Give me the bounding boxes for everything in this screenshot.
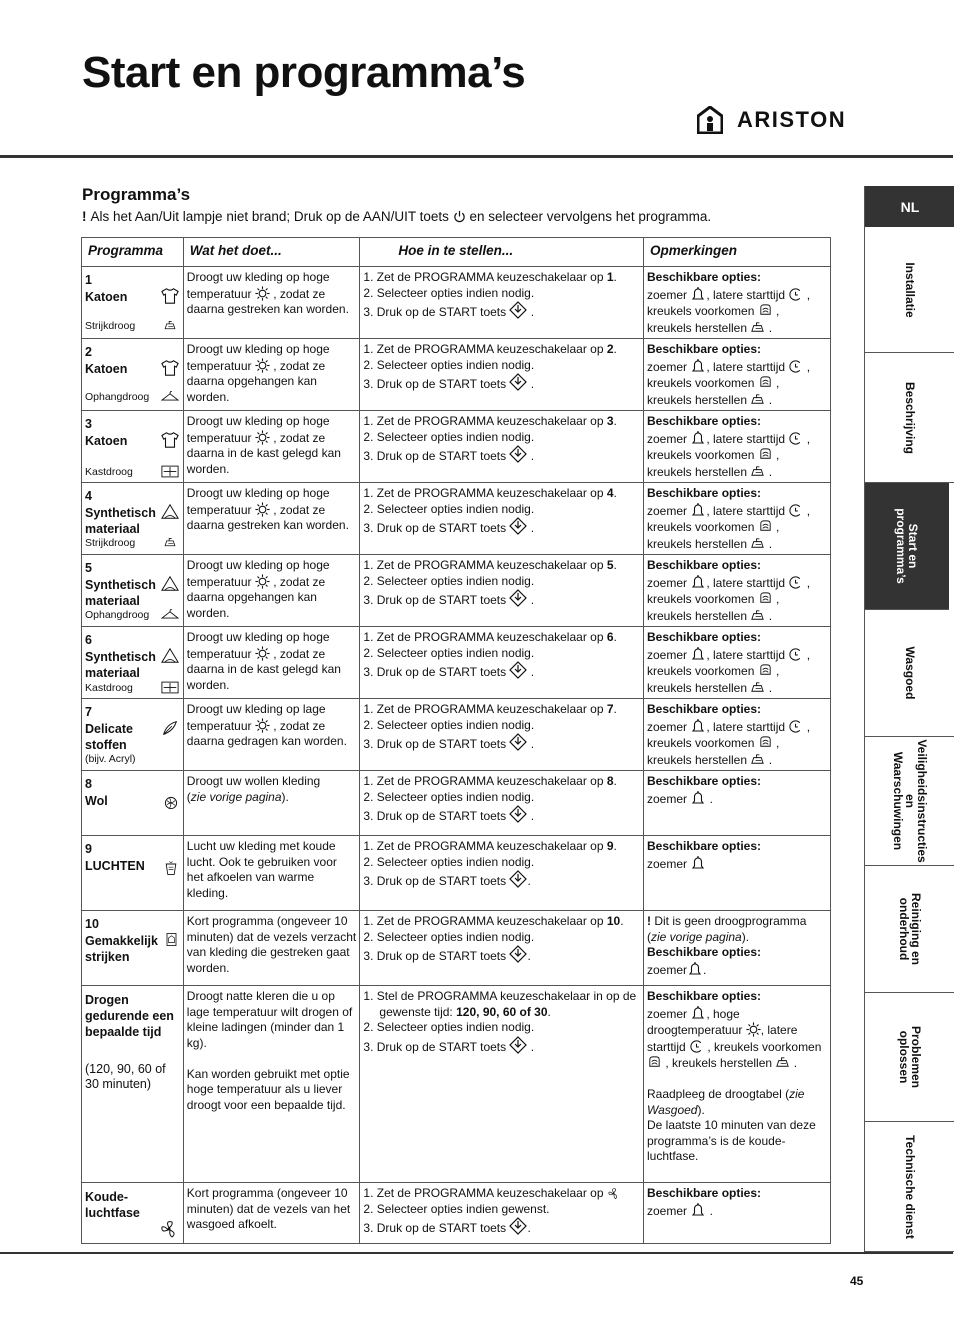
program-number: 2: [85, 345, 92, 359]
clock-icon: [689, 1039, 704, 1054]
program-name: LUCHTEN: [85, 858, 145, 873]
sidebar-tab-5[interactable]: [865, 866, 954, 993]
note-text: Dit is geen droogprogramma: [654, 914, 807, 928]
program-subtitle: (bijv. Acryl): [85, 752, 136, 765]
options-heading: Beschikbare opties:: [646, 342, 762, 356]
program-subtitle: (120, 90, 60 of 30 minuten): [85, 1062, 166, 1091]
start-icon: [509, 301, 527, 319]
step-3: 3. Druk op de START toets: [363, 949, 507, 963]
note-mark: !: [646, 914, 651, 928]
notice-text-1: Als het Aan/Uit lampje niet brand; Druk op de AAN/UIT toets: [90, 209, 449, 224]
option-zoemer: zoemer: [646, 647, 687, 662]
options-heading: Beschikbare opties:: [646, 414, 762, 428]
option-latere-starttijd: , latere starttijd: [706, 503, 786, 518]
step-program-number: 3: [606, 414, 614, 428]
sun-icon: [255, 646, 270, 661]
step-3: 3. Druk op de START toets: [363, 1221, 507, 1235]
sun-icon: [255, 502, 270, 517]
program-description-temp: temperatuur: [186, 430, 252, 445]
sidebar-tab-0[interactable]: [865, 227, 954, 353]
program-number: 3: [85, 417, 92, 431]
crease-prevent-icon: [758, 663, 773, 678]
sidebar-tab-3[interactable]: [865, 610, 954, 737]
section-title: Programma’s: [82, 185, 191, 204]
program-number: 6: [85, 633, 92, 647]
start-icon: [509, 870, 527, 888]
sidebar-tab-label: Installatie: [903, 261, 917, 318]
bell-icon: [690, 286, 706, 302]
step-2: 2. Selecteer opties indien nodig.: [363, 501, 535, 516]
options-heading: Beschikbare opties:: [646, 989, 762, 1003]
col-header-wat: Wat het doet...: [183, 238, 360, 267]
program-description: Droogt uw kleding op hoge: [186, 630, 330, 644]
step-3: 3. Druk op de START toets: [363, 377, 507, 391]
start-icon: [509, 373, 527, 391]
easy-iron-icon: [164, 932, 179, 947]
option-zoemer: zoemer: [646, 287, 687, 302]
options-heading: Beschikbare opties:: [646, 774, 762, 788]
air-icon: [163, 860, 179, 876]
option-kreukels-herstellen: kreukels herstellen: [646, 464, 748, 479]
program-name: Wol: [85, 793, 108, 808]
program-number: 9: [85, 842, 92, 856]
sidebar-tab-label: Start en programma’s: [894, 508, 920, 584]
bell-icon: [690, 574, 706, 590]
program-number: 1: [85, 273, 92, 287]
clock-icon: [788, 647, 803, 662]
clock-icon: [788, 359, 803, 374]
sidebar-tab-7[interactable]: [865, 1122, 954, 1252]
program-description: Droogt uw kleding op lage: [186, 702, 326, 716]
start-icon: [509, 661, 527, 679]
step-1: 1. Zet de PROGRAMMA keuzeschakelaar op: [363, 558, 604, 572]
option-kreukels-voorkomen: kreukels voorkomen: [646, 664, 755, 678]
bell-icon: [690, 790, 706, 806]
crease-prevent-icon: [758, 591, 773, 606]
synthetic-icon: [161, 503, 179, 521]
option-latere-starttijd: , latere starttijd: [706, 287, 786, 302]
table-row: 5 Synthetisch materiaal Ophangdroog Droogt uw kleding op hoge temperatuur , zodat ze daarna opgehangen kan worden. 1. Zet de PROGRAMMA keuzeschakelaar op 5. 2. Selecteer opties indien nodig. 3. Druk op de START toets . Beschikbare opties: zoemer , latere starttijd , kreukels voorkomen , kreukels herstellen .: [82, 555, 831, 627]
iron-dry-icon: [161, 536, 179, 549]
iron-icon: [750, 536, 765, 551]
program-description-2: , zodat ze: [273, 286, 326, 301]
sidebar-tab-label: Reiniging en onderhoud: [897, 893, 923, 965]
see-previous-page: zie vorige pagina: [650, 929, 742, 944]
program-description: Droogt natte kleren die u op lage temperatuur wilt drogen of kleine ladingen (minder dan 1 kg).: [186, 989, 353, 1050]
step-program-number: 9: [606, 839, 614, 853]
iron-icon: [750, 608, 765, 623]
option-latere-starttijd: , latere starttijd: [706, 359, 786, 374]
step-2: 2. Selecteer opties indien nodig.: [363, 1020, 535, 1034]
option-zoemer: zoemer: [646, 791, 687, 806]
table-row: 10 Gemakkelijk strijken Kort programma (ongeveer 10 minuten) dat de vezels verzacht van kleding die gestreken gaat worden. 1. Zet de PROGRAMMA keuzeschakelaar op 10. 2. Selecteer opties indien nodig. 3. Druk op de START toets . ! Dit is geen droogprogramma (zie vorige pagina). Beschikbare opties: zoemer .: [82, 911, 831, 986]
clock-icon: [788, 719, 803, 734]
step-3: 3. Druk op de START toets: [363, 1039, 507, 1054]
option-zoemer: zoemer: [646, 575, 687, 590]
iron-icon: [750, 680, 765, 695]
note-text-2: De laatste 10 minuten van deze programma’s is de koude-luchtfase.: [646, 1118, 816, 1163]
step-2: 2. Selecteer opties indien nodig.: [363, 285, 535, 300]
step-program-number: 10: [606, 914, 621, 928]
program-description-2: , zodat ze: [273, 430, 326, 445]
option-kreukels-herstellen: kreukels herstellen: [646, 320, 748, 335]
bell-icon: [690, 502, 706, 518]
option-latere-starttijd: , latere starttijd: [706, 647, 786, 662]
program-name: Gemakkelijk strijken: [85, 933, 158, 964]
program-description-2: , zodat ze: [273, 574, 326, 589]
iron-dry-icon: [161, 319, 179, 332]
header-divider: [0, 155, 953, 158]
step-1: 1. Zet de PROGRAMMA keuzeschakelaar op: [363, 702, 604, 716]
options-heading: Beschikbare opties:: [646, 702, 762, 716]
step-1: 1. Zet de PROGRAMMA keuzeschakelaar op: [363, 774, 604, 788]
option-kreukels-herstellen: kreukels herstellen: [646, 392, 748, 407]
step-1: 1. Zet de PROGRAMMA keuzeschakelaar op: [363, 1186, 604, 1200]
table-row: 4 Synthetisch materiaal Strijkdroog Droogt uw kleding op hoge temperatuur , zodat ze daarna gestreken kan worden. 1. Zet de PROGRAMMA keuzeschakelaar op 4. 2. Selecteer opties indien nodig. 3. Druk op de START toets . Beschikbare opties: zoemer , latere starttijd , kreukels voorkomen , kreukels herstellen .: [82, 483, 831, 555]
table-row: 1 Katoen Strijkdroog Droogt uw kleding op hoge temperatuur , zodat ze daarna gestreken kan worden. 1. Zet de PROGRAMMA keuzeschakelaar op 1. 2. Selecteer opties indien nodig. 3. Druk op de START toets . Beschikbare opties: zoemer , latere starttijd , kreukels voorkomen , kreukels herstellen .: [82, 267, 831, 339]
program-name: Katoen: [85, 289, 128, 304]
start-icon: [509, 945, 527, 963]
program-description: Kort programma (ongeveer 10 minuten) dat de vezels verzacht van kleding die gestreken gaat worden.: [183, 911, 360, 986]
option-zoemer: zoemer: [646, 962, 687, 977]
option-zoemer: zoemer: [646, 856, 687, 871]
program-description: Droogt uw wollen kleding: [186, 774, 321, 788]
step-1: 1. Zet de PROGRAMMA keuzeschakelaar op: [363, 630, 604, 644]
iron-icon: [775, 1055, 790, 1070]
program-subtitle: Ophangdroog: [85, 608, 150, 621]
sidebar-tab-4[interactable]: [865, 737, 954, 866]
start-icon: [509, 445, 527, 463]
brand-logo: [697, 106, 846, 134]
options-heading: Beschikbare opties:: [646, 558, 762, 572]
program-description-temp: temperatuur: [186, 358, 252, 373]
clock-icon: [788, 503, 803, 518]
start-icon: [509, 1036, 527, 1054]
step-2: 2. Selecteer opties indien nodig.: [363, 717, 535, 732]
step-2: 2. Selecteer opties indien nodig.: [363, 645, 535, 660]
step-3: 3. Druk op de START toets: [363, 593, 507, 607]
step-1: 1. Zet de PROGRAMMA keuzeschakelaar op: [363, 270, 604, 284]
program-name: Katoen: [85, 361, 128, 376]
step-time-options: 120, 90, 60 of 30: [456, 1004, 548, 1019]
option-latere-starttijd: , latere starttijd: [706, 719, 786, 734]
crease-prevent-icon: [758, 375, 773, 390]
step-3: 3. Druk op de START toets: [363, 809, 507, 823]
sidebar-tab-label: Technische dienst: [903, 1134, 917, 1239]
iron-icon: [750, 392, 765, 407]
option-latere-starttijd: , latere starttijd: [706, 431, 786, 446]
table-row: 2 Katoen Ophangdroog Droogt uw kleding op hoge temperatuur , zodat ze daarna opgehangen kan worden. 1. Zet de PROGRAMMA keuzeschakelaar op 2. 2. Selecteer opties indien nodig. 3. Druk op de START toets . Beschikbare opties: zoemer , latere starttijd , kreukels voorkomen , kreukels herstellen .: [82, 339, 831, 411]
program-description-3: daarna gedragen kan worden.: [186, 734, 347, 748]
option-zoemer: zoemer: [646, 431, 687, 446]
program-description: Lucht uw kleding met koude lucht. Ook te gebruiken voor het afkoelen van warme kleding.: [183, 836, 360, 911]
option-kreukels-voorkomen: kreukels voorkomen: [646, 520, 755, 534]
hang-dry-icon: [161, 390, 179, 403]
program-subtitle: Kastdroog: [85, 681, 133, 694]
step-program-number: 4: [606, 486, 614, 500]
program-description-2: , zodat ze: [273, 718, 326, 733]
option-zoemer: zoemer: [646, 1203, 687, 1218]
program-subtitle: Strijkdroog: [85, 319, 136, 332]
step-2: 2. Selecteer opties indien gewenst.: [363, 1201, 550, 1216]
program-name: Synthetisch materiaal: [85, 505, 156, 536]
start-icon: [509, 1217, 527, 1235]
program-description: Droogt uw kleding op hoge: [186, 486, 330, 500]
crease-prevent-icon: [758, 519, 773, 534]
start-icon: [509, 517, 527, 535]
option-kreukels-voorkomen: kreukels voorkomen: [646, 304, 755, 318]
option-kreukels-voorkomen: , kreukels voorkomen: [707, 1039, 822, 1054]
program-subtitle: Ophangdroog: [85, 390, 150, 403]
program-description: Droogt uw kleding op hoge: [186, 342, 330, 356]
option-kreukels-herstellen: , kreukels herstellen: [665, 1056, 773, 1070]
step-2: 2. Selecteer opties indien nodig.: [363, 573, 535, 588]
shirt-icon: [161, 431, 179, 449]
program-name: Koude-luchtfase: [85, 1190, 140, 1220]
shirt-icon: [161, 359, 179, 377]
option-zoemer: zoemer: [646, 503, 687, 518]
program-subtitle: Strijkdroog: [85, 536, 136, 549]
table-row: 7 Delicate stoffen (bijv. Acryl) Droogt uw kleding op lage temperatuur , zodat ze daarna gedragen kan worden. 1. Zet de PROGRAMMA keuzeschakelaar op 7. 2. Selecteer opties indien nodig. 3. Druk op de START toets . Beschikbare opties: zoemer , latere starttijd , kreukels voorkomen , kreukels herstellen .: [82, 699, 831, 771]
bell-icon: [690, 358, 706, 374]
program-description: Droogt uw kleding op hoge: [186, 414, 330, 428]
step-1: 1. Zet de PROGRAMMA keuzeschakelaar op: [363, 414, 604, 428]
option-zoemer: zoemer: [646, 719, 687, 734]
bell-icon: [690, 646, 706, 662]
option-kreukels-voorkomen: kreukels voorkomen: [646, 736, 755, 750]
options-heading: Beschikbare opties:: [646, 486, 762, 500]
program-description-3: daarna opgehangen kan worden.: [186, 590, 317, 620]
step-1: 1. Zet de PROGRAMMA keuzeschakelaar op: [363, 914, 604, 928]
col-header-opmerkingen: Opmerkingen: [643, 238, 830, 267]
cupboard-dry-icon: [161, 465, 179, 478]
step-2: 2. Selecteer opties indien nodig.: [363, 854, 535, 869]
col-header-programma: Programma: [82, 238, 184, 267]
table-row: Koude-luchtfase Kort programma (ongeveer 10 minuten) dat de vezels van het wasgoed afkoelt. 1. Zet de PROGRAMMA keuzeschakelaar op 2. Selecteer opties indien gewenst. 3. Druk op de START toets . Beschikbare opties: zoemer .: [82, 1183, 831, 1244]
see-previous-page: zie vorige pagina: [190, 789, 282, 804]
clock-icon: [788, 287, 803, 302]
power-icon: [453, 210, 466, 223]
page-number: 45: [850, 1274, 864, 1288]
sidebar-tab-label: Beschrijving: [903, 381, 917, 454]
step-1: 1. Zet de PROGRAMMA keuzeschakelaar op: [363, 486, 604, 500]
program-description-temp: temperatuur: [186, 574, 252, 589]
step-1: 1. Zet de PROGRAMMA keuzeschakelaar op: [363, 342, 604, 356]
step-2: 2. Selecteer opties indien nodig.: [363, 789, 535, 804]
program-description-2: , zodat ze: [273, 502, 326, 517]
synthetic-icon: [161, 575, 179, 593]
program-description-temp: temperatuur: [186, 718, 252, 733]
program-description-3: daarna in de kast gelegd kan worden.: [186, 446, 341, 476]
program-name: Katoen: [85, 433, 128, 448]
program-description-2: Kan worden gebruikt met optie hoge temperatuur als u liever droogt voor een bepaalde tijd.: [186, 1066, 350, 1112]
sun-icon: [255, 430, 270, 445]
option-kreukels-herstellen: kreukels herstellen: [646, 680, 748, 695]
page-title: Start en programma’s: [82, 48, 526, 97]
crease-prevent-icon: [758, 303, 773, 318]
step-program-number: 6: [606, 630, 614, 644]
brand-name: ARISTON: [737, 107, 847, 132]
bell-icon: [687, 961, 703, 977]
notice: [82, 209, 711, 224]
program-description-temp: temperatuur: [186, 502, 252, 517]
table-row: 6 Synthetisch materiaal Kastdroog Droogt uw kleding op hoge temperatuur , zodat ze daarna in de kast gelegd kan worden. 1. Zet de PROGRAMMA keuzeschakelaar op 6. 2. Selecteer opties indien nodig. 3. Druk op de START toets . Beschikbare opties: zoemer , latere starttijd , kreukels voorkomen , kreukels herstellen .: [82, 627, 831, 699]
step-2: 2. Selecteer opties indien nodig.: [363, 357, 535, 372]
option-kreukels-herstellen: kreukels herstellen: [646, 608, 748, 623]
program-description-temp: temperatuur: [186, 286, 252, 301]
option-zoemer: zoemer: [646, 359, 687, 374]
bell-icon: [690, 1005, 706, 1021]
programs-table: [81, 237, 831, 1244]
sidebar-tab-6[interactable]: [865, 993, 954, 1122]
shirt-icon: [161, 287, 179, 305]
program-name: Synthetisch materiaal: [85, 649, 156, 680]
program-description: Droogt uw kleding op hoge: [186, 558, 330, 572]
iron-icon: [750, 464, 765, 479]
step-program-number: 7: [606, 702, 614, 716]
bell-icon: [690, 430, 706, 446]
hang-dry-icon: [161, 608, 179, 621]
clock-icon: [788, 431, 803, 446]
sidebar-lang: NL: [865, 186, 954, 227]
table-row: Drogen gedurende een bepaalde tijd (120, 90, 60 of 30 minuten) Droogt natte kleren die u op lage temperatuur wilt drogen of kleine ladingen (minder dan 1 kg). Kan worden gebruikt met optie hoge temperatuur als u liever droogt voor een bepaalde tijd. 1. Stel de PROGRAMMA keuzeschakelaar in op de gewenste tijd: 120, 90, 60 of 30. 2. Selecteer opties indien nodig. 3. Druk op de START toets . Beschikbare opties: zoemer , hoge droogtemperatuur , latere starttijd , kreukels voorkomen , kreukels herstellen . Raadpleeg de droogtabel (zie Wasgoed). De laatste 10 minuten van deze programma’s is de koude-luchtfase.: [82, 986, 831, 1183]
cupboard-dry-icon: [161, 681, 179, 694]
step-3: 3. Druk op de START toets: [363, 874, 507, 888]
table-header-row: [82, 238, 831, 267]
program-description-2: , zodat ze: [273, 358, 326, 373]
step-3: 3. Druk op de START toets: [363, 305, 507, 319]
delicate-icon: [161, 719, 179, 737]
iron-icon: [750, 320, 765, 335]
col-header-hoe: Hoe in te stellen...: [360, 238, 644, 267]
sidebar-tab-2[interactable]: [865, 483, 949, 610]
option-hoge-temperatuur: , hoge droogtemperatuur: [646, 1006, 743, 1037]
fan-icon: [607, 1187, 620, 1200]
sidebar-tab-label: Wasgoed: [903, 646, 917, 700]
note-text: Raadpleeg de droogtabel (: [646, 1087, 790, 1101]
option-kreukels-herstellen: kreukels herstellen: [646, 752, 748, 767]
notice-text-2: en selecteer vervolgens het programma.: [469, 209, 712, 224]
sun-icon: [255, 286, 270, 301]
program-number: 4: [85, 489, 92, 503]
program-description-3: daarna opgehangen kan worden.: [186, 374, 317, 404]
step-3: 3. Druk op de START toets: [363, 665, 507, 679]
step-2: 2. Selecteer opties indien nodig.: [363, 929, 535, 944]
sun-icon: [746, 1022, 761, 1037]
step-2: 2. Selecteer opties indien nodig.: [363, 429, 535, 444]
program-name: Synthetisch materiaal: [85, 577, 156, 608]
step-program-number: 5: [606, 558, 614, 572]
step-3: 3. Druk op de START toets: [363, 449, 507, 463]
fan-icon: [159, 1219, 179, 1239]
table-row: 3 Katoen Kastdroog Droogt uw kleding op hoge temperatuur , zodat ze daarna in de kast gelegd kan worden. 1. Zet de PROGRAMMA keuzeschakelaar op 3. 2. Selecteer opties indien nodig. 3. Druk op de START toets . Beschikbare opties: zoemer , latere starttijd , kreukels voorkomen , kreukels herstellen .: [82, 411, 831, 483]
program-number: 5: [85, 561, 92, 575]
options-heading: Beschikbare opties:: [646, 1186, 762, 1200]
program-description-3: daarna gestreken kan worden.: [186, 302, 349, 316]
sun-icon: [255, 358, 270, 373]
iron-icon: [750, 752, 765, 767]
crease-prevent-icon: [758, 735, 773, 750]
program-description-3: daarna gestreken kan worden.: [186, 518, 349, 532]
table-row: 9 LUCHTEN Lucht uw kleding met koude lucht. Ook te gebruiken voor het afkoelen van warme kleding. 1. Zet de PROGRAMMA keuzeschakelaar op 9. 2. Selecteer opties indien nodig. 3. Druk op de START toets . Beschikbare opties: zoemer: [82, 836, 831, 911]
options-heading: Beschikbare opties:: [646, 270, 762, 284]
step-program-number: 8: [606, 774, 614, 788]
program-description: Kort programma (ongeveer 10 minuten) dat de vezels van het wasgoed afkoelt.: [183, 1183, 360, 1244]
bell-icon: [690, 855, 706, 871]
program-name: Drogen gedurende een bepaalde tijd: [85, 993, 174, 1039]
synthetic-icon: [161, 647, 179, 665]
option-kreukels-voorkomen: kreukels voorkomen: [646, 448, 755, 462]
program-number: 8: [85, 777, 92, 791]
sun-icon: [255, 718, 270, 733]
ariston-house-icon: [697, 106, 723, 134]
notice-mark: !: [82, 209, 87, 224]
option-zoemer: zoemer: [646, 1006, 687, 1021]
clock-icon: [788, 575, 803, 590]
program-description: Droogt uw kleding op hoge: [186, 270, 330, 284]
table-row: 8 Wol Droogt uw wollen kleding (zie vorige pagina). 1. Zet de PROGRAMMA keuzeschakelaar op 8. 2. Selecteer opties indien nodig. 3. Druk op de START toets . Beschikbare opties: zoemer .: [82, 771, 831, 836]
program-subtitle: Kastdroog: [85, 465, 133, 478]
step-3: 3. Druk op de START toets: [363, 521, 507, 535]
crease-prevent-icon: [758, 447, 773, 462]
option-latere-starttijd: , latere starttijd: [706, 575, 786, 590]
step-3: 3. Druk op de START toets: [363, 737, 507, 751]
program-description-temp: temperatuur: [186, 646, 252, 661]
step-program-number: 2: [606, 342, 614, 356]
start-icon: [509, 805, 527, 823]
program-description-2: , zodat ze: [273, 646, 326, 661]
option-latere-starttijd: , latere starttijd: [646, 1023, 798, 1054]
wool-icon: [163, 795, 179, 811]
option-kreukels-voorkomen: kreukels voorkomen: [646, 376, 755, 390]
sidebar: [864, 186, 954, 1252]
step-program-number: 1: [606, 270, 614, 284]
step-1: 1. Zet de PROGRAMMA keuzeschakelaar op: [363, 839, 604, 853]
sidebar-tab-1[interactable]: [865, 353, 954, 483]
footer-divider: [0, 1252, 953, 1254]
sidebar-tab-label: Problemen oplossen: [897, 1025, 923, 1089]
program-description-3: daarna in de kast gelegd kan worden.: [186, 662, 341, 692]
program-name: Delicate stoffen: [85, 721, 133, 752]
see-wasgoed: zie Wasgoed: [646, 1087, 805, 1117]
bell-icon: [690, 1202, 706, 1218]
step-1: 1. Stel de PROGRAMMA keuzeschakelaar in op de gewenste tijd:: [363, 989, 637, 1019]
program-number: 7: [85, 705, 92, 719]
bell-icon: [690, 718, 706, 734]
option-kreukels-herstellen: kreukels herstellen: [646, 536, 748, 551]
crease-prevent-icon: [647, 1055, 662, 1070]
option-kreukels-voorkomen: kreukels voorkomen: [646, 592, 755, 606]
options-heading: Beschikbare opties:: [646, 945, 762, 959]
sidebar-tab-label: Veiligheidsinstructies en Waarschuwingen: [891, 739, 929, 863]
start-icon: [509, 733, 527, 751]
options-heading: Beschikbare opties:: [646, 630, 762, 644]
options-heading: Beschikbare opties:: [646, 839, 762, 853]
sun-icon: [255, 574, 270, 589]
start-icon: [509, 589, 527, 607]
program-number: 10: [85, 917, 99, 931]
